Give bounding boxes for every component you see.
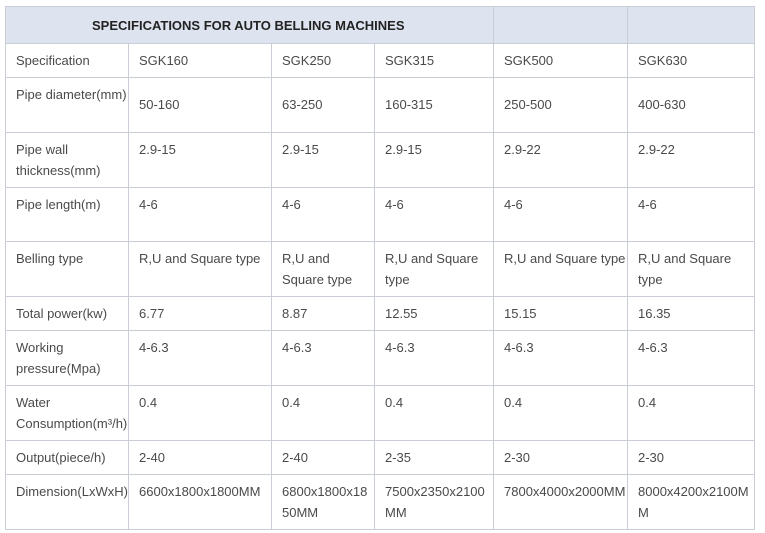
- row-label: [6, 386, 129, 441]
- table-cell: 2.9-15: [129, 133, 272, 188]
- row-label: Pipe diameter(mm): [6, 78, 129, 133]
- table-cell: 4-6.3: [272, 331, 375, 386]
- table-cell: 8.87: [272, 297, 375, 331]
- spec-table: [5, 6, 755, 530]
- row-label: Specification: [6, 44, 129, 78]
- table-cell: 160-315: [375, 78, 494, 133]
- table-cell: 2.9-15: [375, 133, 494, 188]
- table-cell: 4-6: [272, 188, 375, 242]
- table-cell: R,U and Square type: [272, 242, 375, 297]
- row-label: Dimension(LxWxH): [6, 475, 129, 530]
- table-row: [6, 44, 755, 78]
- table-row: [6, 441, 755, 475]
- table-cell: 15.15: [494, 297, 628, 331]
- row-label: Working pressure(Mpa): [6, 331, 129, 386]
- table-cell: 0.4: [129, 386, 272, 441]
- row-label: Total power(kw): [6, 297, 129, 331]
- header-empty-cell: [628, 7, 755, 44]
- table-cell: 7800x4000x2000MM: [494, 475, 628, 530]
- table-row: [6, 133, 755, 188]
- table-cell: 6600x1800x1800MM: [129, 475, 272, 530]
- row-label: Belling type: [6, 242, 129, 297]
- table-cell: 2.9-15: [272, 133, 375, 188]
- table-cell: R,U and Square type: [375, 242, 494, 297]
- table-cell: 400-630: [628, 78, 755, 133]
- table-cell: SGK160: [129, 44, 272, 78]
- header-empty-cell: [494, 7, 628, 44]
- table-row: [6, 331, 755, 386]
- table-row: [6, 386, 755, 441]
- table-cell: 0.4: [375, 386, 494, 441]
- table-cell: 4-6.3: [375, 331, 494, 386]
- table-cell: 2-30: [494, 441, 628, 475]
- table-cell: 6.77: [129, 297, 272, 331]
- table-cell: 4-6: [129, 188, 272, 242]
- table-cell: SGK250: [272, 44, 375, 78]
- table-cell: 50-160: [129, 78, 272, 133]
- table-cell: 2.9-22: [494, 133, 628, 188]
- table-cell: 4-6.3: [129, 331, 272, 386]
- row-label-text: Water Consumption(m³/h): [16, 395, 128, 431]
- table-cell: 4-6: [494, 188, 628, 242]
- table-row: [6, 297, 755, 331]
- table-cell: 4-6.3: [494, 331, 628, 386]
- table-cell: 4-6: [375, 188, 494, 242]
- table-cell: 16.35: [628, 297, 755, 331]
- table-cell: 250-500: [494, 78, 628, 133]
- table-row: [6, 475, 755, 530]
- row-label: Output(piece/h): [6, 441, 129, 475]
- table-cell: 4-6.3: [628, 331, 755, 386]
- table-cell: SGK500: [494, 44, 628, 78]
- table-cell: 12.55: [375, 297, 494, 331]
- table-cell: R,U and Square type: [494, 242, 628, 297]
- table-cell: 0.4: [494, 386, 628, 441]
- row-label: Pipe length(m): [6, 188, 129, 242]
- table-cell: 2-40: [272, 441, 375, 475]
- table-cell: 8000x4200x2100MM: [628, 475, 755, 530]
- table-cell: 0.4: [272, 386, 375, 441]
- table-cell: 2-35: [375, 441, 494, 475]
- row-label: Pipe wall thickness(mm): [6, 133, 129, 188]
- table-cell: 4-6: [628, 188, 755, 242]
- table-cell: SGK315: [375, 44, 494, 78]
- table-header-row: [6, 7, 755, 44]
- table-title: SPECIFICATIONS FOR AUTO BELLING MACHINES: [6, 7, 494, 44]
- table-cell: 2-40: [129, 441, 272, 475]
- table-cell: 2-30: [628, 441, 755, 475]
- table-row: [6, 242, 755, 297]
- table-cell: 7500x2350x2100MM: [375, 475, 494, 530]
- table-row: [6, 188, 755, 242]
- table-cell: R,U and Square type: [628, 242, 755, 297]
- table-cell: 2.9-22: [628, 133, 755, 188]
- table-cell: R,U and Square type: [129, 242, 272, 297]
- table-cell: SGK630: [628, 44, 755, 78]
- table-cell: 0.4: [628, 386, 755, 441]
- table-cell: 6800x1800x1850MM: [272, 475, 375, 530]
- table-cell: 63-250: [272, 78, 375, 133]
- table-row: [6, 78, 755, 133]
